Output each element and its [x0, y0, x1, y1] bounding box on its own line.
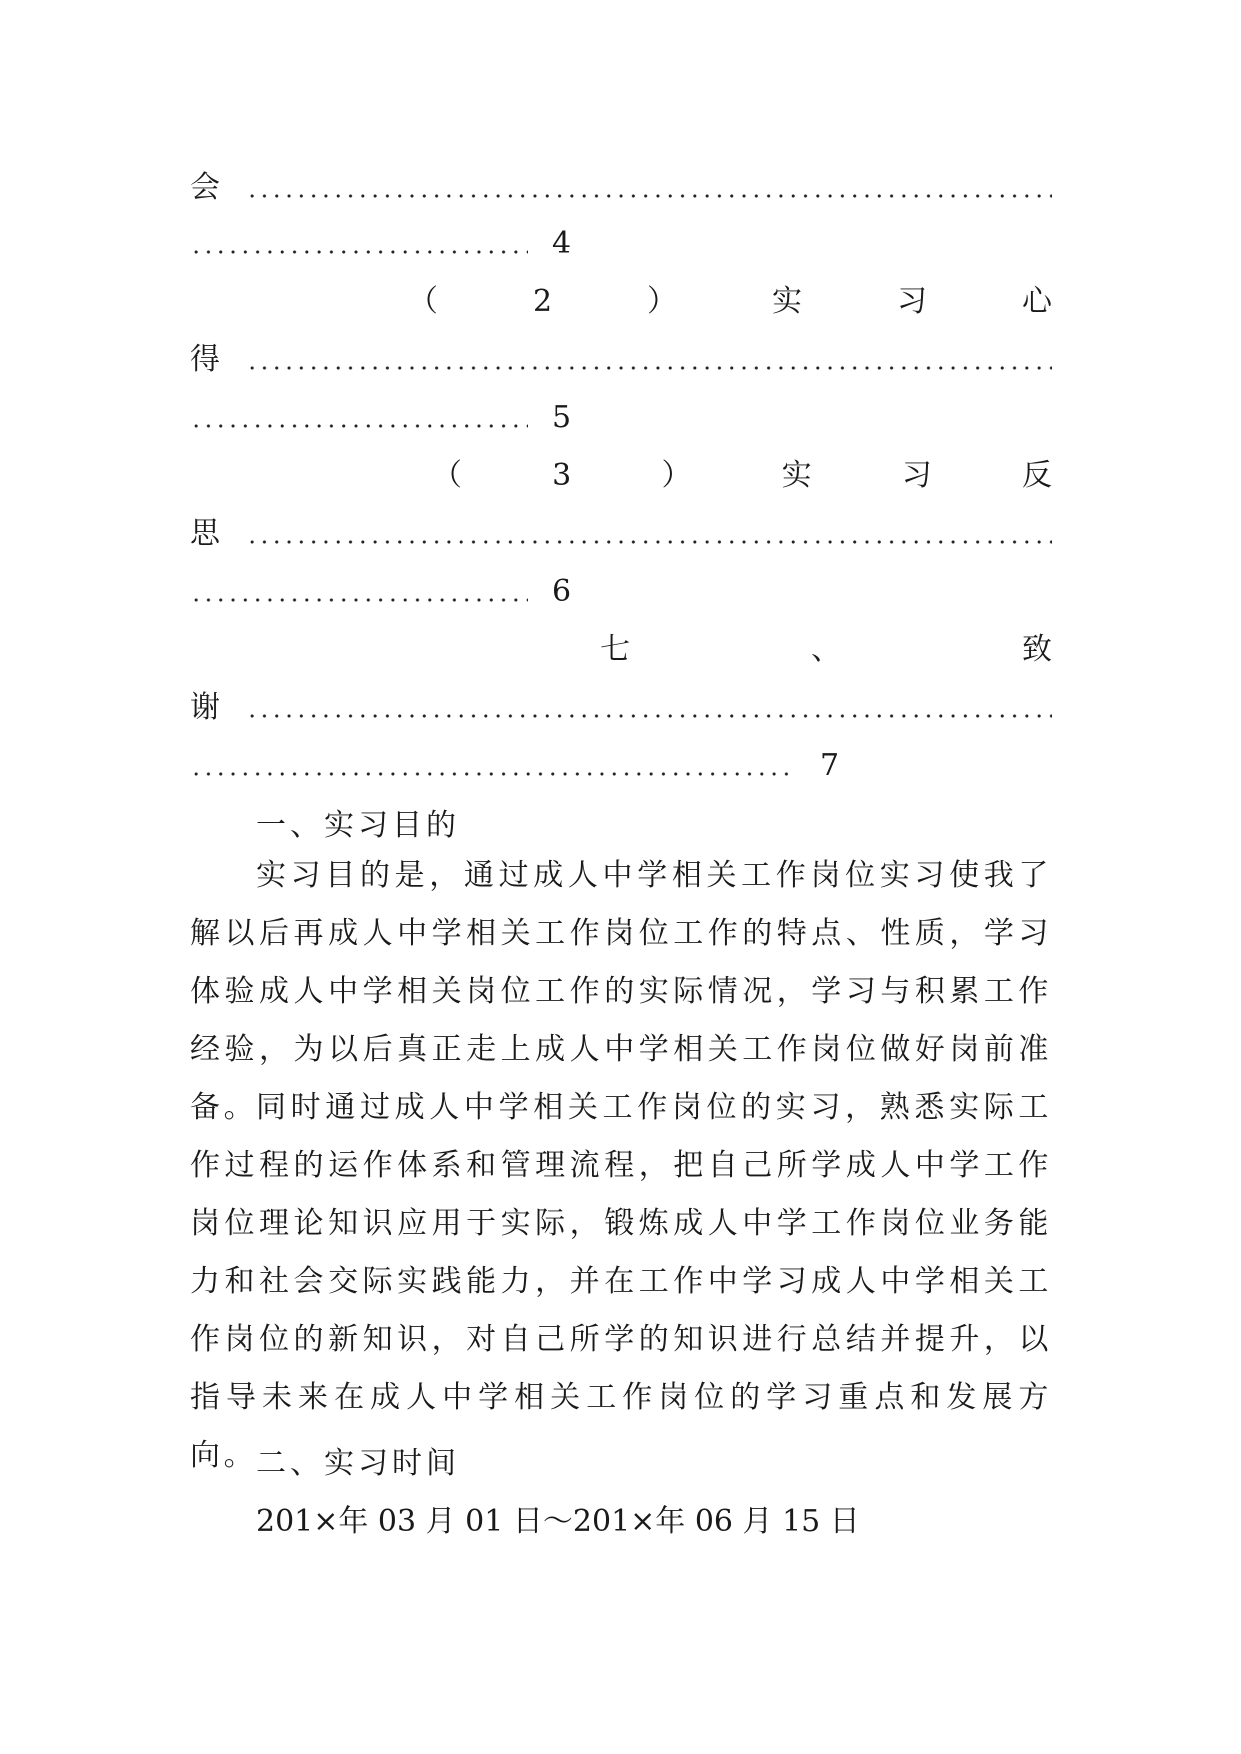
toc-leader-line [190, 572, 1052, 612]
toc-title-part: 致 [1022, 632, 1052, 667]
body-paragraph: 同时通过成人中学相关工作岗位的实习，熟悉实际工作过程的运作体系和管理流程，把自己所学成人中学工作岗位理论知识应用于实际，锻炼成人中学工作岗位业务能力和社会交际实践能力，并在工作中学习成人中学相关工作岗位的新知识，对自己所学的知识进行总结并提升，以指导未来在成人中学相关工作岗位的学习重点和发展方向。 [190, 1090, 1052, 1473]
toc-entry-label: 思 [190, 516, 220, 551]
dot-leader [190, 424, 528, 428]
toc-leader-line [190, 224, 1052, 264]
toc-entry-label: 得 [190, 342, 220, 377]
section-heading: 二、实习时间 [256, 1446, 460, 1481]
toc-title-part: 七 [600, 632, 630, 667]
dot-leader [246, 194, 1052, 198]
toc-title-part: ） [647, 284, 678, 319]
toc-leader-line [190, 746, 1052, 786]
toc-title-part: ） [661, 458, 692, 493]
toc-title-part: 实 [772, 284, 802, 319]
toc-leader-line [190, 514, 1052, 554]
toc-page-number: 7 [820, 748, 840, 783]
dot-leader [246, 714, 1052, 718]
dot-leader [246, 366, 1052, 370]
toc-title-part: 习 [896, 284, 927, 319]
toc-title-part: 反 [1021, 458, 1052, 493]
toc-title-part: 实 [781, 458, 812, 493]
toc-title-part: 3 [552, 458, 572, 493]
dot-leader [190, 598, 528, 602]
dot-leader [246, 540, 1052, 544]
section-heading: 一、实习目的 [256, 808, 460, 843]
toc-leader-line [190, 340, 1052, 380]
toc-entry-label: 谢 [190, 690, 220, 725]
toc-title-part: （ [408, 284, 438, 319]
dot-leader [190, 250, 528, 254]
toc-title-part: 2 [532, 284, 553, 319]
toc-leader-line [190, 168, 1052, 208]
toc-entry-label: 会 [190, 170, 220, 205]
toc-leader-line [190, 688, 1052, 728]
toc-leader-line [190, 398, 1052, 438]
body-paragraph: 实习目的是，通过成人中学相关工作岗位实习使我了解以后再成人中学相关工作岗位工作的特点、性质，学习体验成人中学相关岗位工作的实际情况，学习与积累工作经验，为以后真正走上成人中学相关工作岗位做好岗前准备。 [190, 858, 1052, 1125]
toc-page-number: 4 [552, 226, 572, 261]
toc-title-part: 习 [901, 458, 932, 493]
toc-entry-title [408, 282, 1052, 322]
toc-title-part: 心 [1021, 284, 1052, 319]
toc-entry-title [600, 630, 1052, 670]
internship-dates: 201×年 03 月 01 日～201×年 06 月 15 日 [256, 1504, 860, 1539]
toc-page-number: 6 [552, 574, 572, 609]
toc-entry-title [432, 456, 1052, 496]
dot-leader [190, 772, 796, 776]
toc-title-part: 、 [811, 632, 841, 667]
toc-title-part: （ [432, 458, 462, 493]
toc-page-number: 5 [552, 400, 572, 435]
